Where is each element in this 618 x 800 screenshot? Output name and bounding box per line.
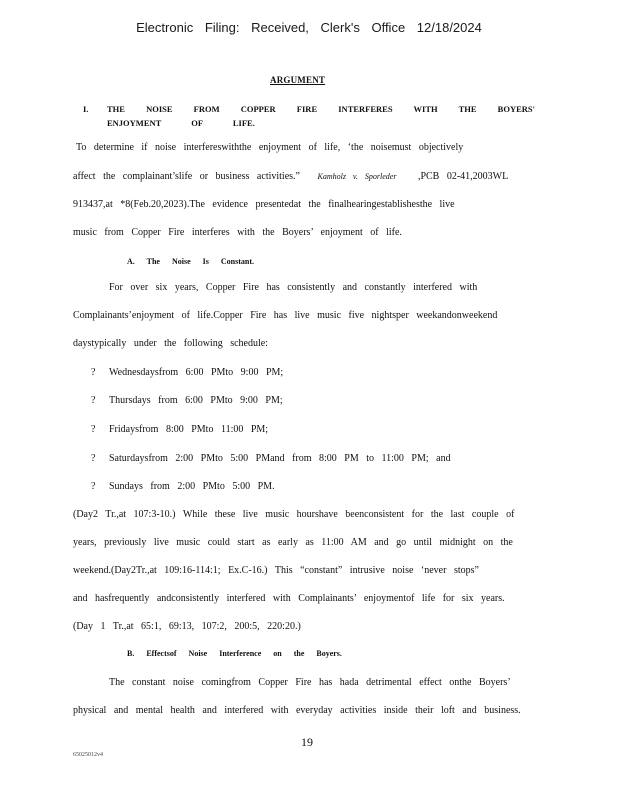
point-heading-line1: THE NOISE FROM COPPER FIRE INTERFERES WITH THE BOYERS': [107, 104, 535, 114]
para2-line3: daystypically under the following schedule:: [73, 338, 268, 349]
page-number: 19: [301, 735, 313, 749]
schedule-item: Sundays from 2:00 PMto 5:00 PM.: [109, 481, 275, 492]
para2-line2: Complainants’enjoyment of life.Copper Fire has live music five nightsper weekandonweekend: [73, 310, 498, 321]
para3-line3: weekend.(Day2Tr.,at 109:16-114:1; Ex.C-16.) This “constant” intrusive noise ‘never stops”: [73, 565, 479, 576]
para1-line3: 913437,at *8(Feb.20,2023).The evidence presentedat the finalhearingestablishesthe live: [73, 199, 455, 210]
para4-line1: The constant noise comingfrom Copper Fire has hada detrimental effect onthe Boyers’: [109, 677, 511, 688]
list-bullet: ?: [91, 453, 96, 464]
para3-line2: years, previously live music could start as early as 11:00 AM and go until midnight on the: [73, 537, 513, 548]
schedule-item: Wednesdaysfrom 6:00 PMto 9:00 PM;: [109, 367, 284, 378]
point-heading-line2: ENJOYMENT OF LIFE.: [107, 118, 255, 128]
schedule-item: Fridaysfrom 8:00 PMto 11:00 PM;: [109, 424, 269, 435]
para2-line1: For over six years, Copper Fire has consistently and constantly interfered with: [109, 282, 478, 293]
para1-line2: [73, 171, 508, 182]
para1-line1: To determine if noise interfereswiththe enjoyment of life, ‘the noisemust objectively: [76, 142, 464, 153]
filing-stamp: Electronic Filing: Received, Clerk's Office 12/18/2024: [136, 20, 482, 35]
list-bullet: ?: [91, 424, 96, 435]
subheading-a: A. The Noise Is Constant.: [127, 257, 254, 266]
case-citation: Kamholz v. Sporleder: [317, 172, 397, 181]
para3-line5: (Day 1 Tr.,at 65:1, 69:13, 107:2, 200:5, 220:20.): [73, 621, 301, 632]
para1-line4: music from Copper Fire interferes with the Boyers’ enjoyment of life.: [73, 227, 402, 238]
section-heading: ARGUMENT: [270, 75, 326, 85]
para3-line1: (Day2 Tr.,at 107:3-10.) While these live music hourshave beenconsistent for the last couple of: [73, 509, 515, 520]
para1-line2-text: affect the complainant’slife or business activities.”: [73, 171, 300, 182]
list-bullet: ?: [91, 481, 96, 492]
document-id: 65025012v4: [73, 752, 103, 758]
point-number: I.: [83, 104, 89, 114]
subheading-b: B. Effectsof Noise Interference on the Boyers.: [127, 649, 342, 658]
schedule-item: Thursdays from 6:00 PMto 9:00 PM;: [109, 395, 283, 406]
schedule-item: Saturdaysfrom 2:00 PMto 5:00 PMand from 8:00 PM to 11:00 PM; and: [109, 453, 451, 464]
list-bullet: ?: [91, 367, 96, 378]
para1-line2-reporter: ,PCB 02-41,2003WL: [417, 171, 509, 182]
list-bullet: ?: [91, 395, 96, 406]
para3-line4: and hasfrequently andconsistently interfered with Complainants’ enjoymentof life for six years.: [73, 593, 505, 604]
para4-line2: physical and mental health and interfered with everyday activities inside their loft and business.: [73, 705, 521, 716]
